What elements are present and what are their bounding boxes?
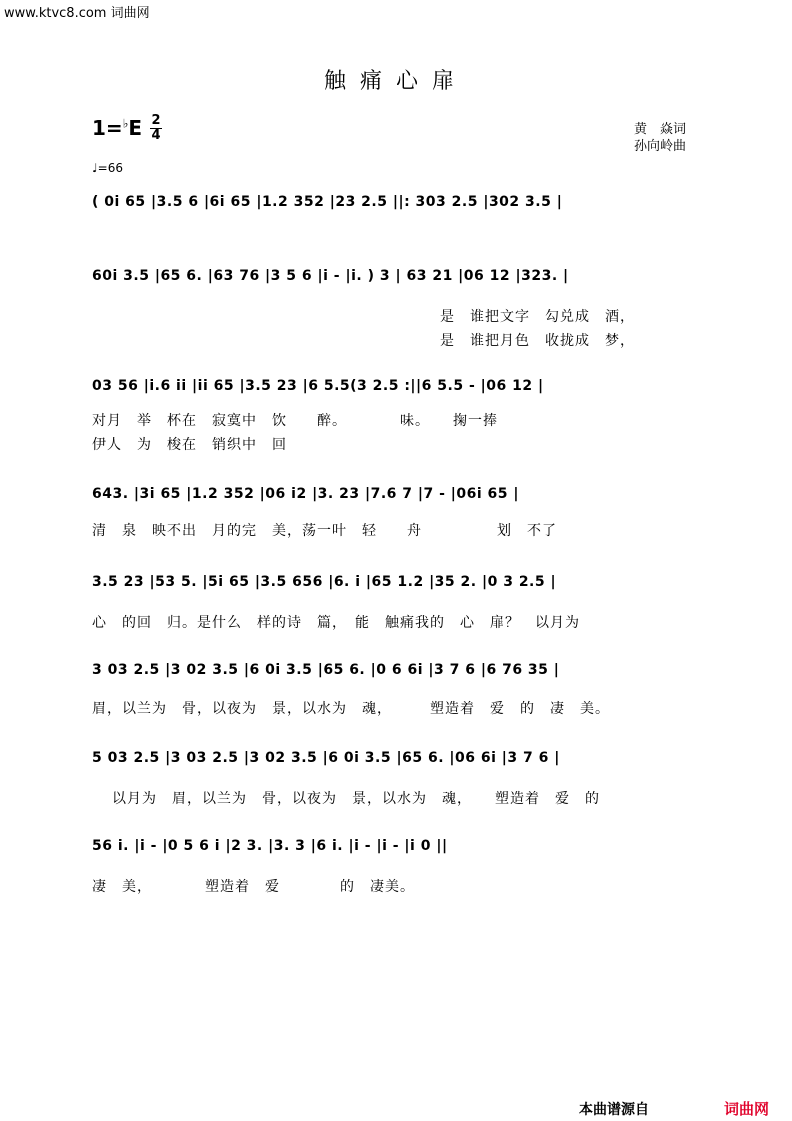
source-label: 本曲谱源自 <box>579 1102 649 1118</box>
lyrics-line-7: 以月为 眉，以兰为 骨，以夜为 景，以水为 魂， 塑造着 爱 的 <box>112 791 600 807</box>
score-line-3 <box>92 378 712 394</box>
time-signature <box>150 114 162 143</box>
score-line-8 <box>92 838 712 854</box>
flat-symbol: ♭ <box>122 116 129 131</box>
score-line-4 <box>92 486 712 502</box>
score-line-2 <box>92 268 712 284</box>
notes-line-1: ( 0i 65 |3.5 6 |6i 65 |1.2 352 |23 2.5 ||: 303 2.5 |302 3.5 | <box>92 194 563 210</box>
key-prefix: 1= <box>92 116 123 140</box>
notes-line-7: 5 03 2.5 |3 03 2.5 |3 02 3.5 |6 0i 3.5 |65 6. |06 6i |3 7 6 | <box>92 750 560 766</box>
lyrics-line-6: 眉，以兰为 骨，以夜为 景，以水为 魂， 塑造着 爱 的 凄 美。 <box>92 701 610 717</box>
score-line-7 <box>92 750 712 766</box>
site-logo[interactable]: 词曲网 <box>724 1100 770 1118</box>
score-line-6 <box>92 662 712 678</box>
notes-line-6: 3 03 2.5 |3 02 3.5 |6 0i 3.5 |65 6. |0 6 6i |3 7 6 |6 76 35 | <box>92 662 560 678</box>
composer-credit: 孙向岭曲 <box>634 139 687 154</box>
notes-line-3: 03 56 |i.6 ii |ii 65 |3.5 23 |6 5.5(3 2.5 :||6 5.5 - |06 12 | <box>92 378 544 394</box>
key-signature <box>92 116 142 140</box>
lyrics-line-3a: 对月 举 杯在 寂寞中 饮 醉。 味。 掬一捧 <box>92 413 498 429</box>
song-title: 触痛心扉 <box>323 69 468 94</box>
lyrics-line-4: 清 泉 映不出 月的完 美，荡一叶 轻 舟 划 不了 <box>92 523 557 539</box>
lyrics-line-8: 凄 美， 塑造着 爱 的 凄美。 <box>92 879 415 895</box>
lyrics-line-2b: 是 谁把月色 收拢成 梦， <box>440 333 635 349</box>
lyricist-credit: 黄 焱词 <box>634 122 687 137</box>
notes-line-2: 60i 3.5 |65 6. |63 76 |3 5 6 |i - |i. ) 3 | 63 21 |06 12 |323. | <box>92 268 569 284</box>
lyrics-line-5: 心 的回 归。是什么 样的诗 篇， 能 触痛我的 心 扉？ 以月为 <box>92 615 580 631</box>
score-line-5 <box>92 574 712 590</box>
notes-line-5: 3.5 23 |53 5. |5i 65 |3.5 656 |6. i |65 1.2 |35 2. |0 3 2.5 | <box>92 574 557 590</box>
score-line-1 <box>92 194 712 210</box>
site-url[interactable]: www.ktvc8.com 词曲网 <box>4 6 150 21</box>
tempo-marking: ♩=66 <box>92 161 123 175</box>
time-sig-top: 2 <box>151 113 161 128</box>
lyrics-line-3b: 伊人 为 梭在 销织中 回 <box>92 437 287 453</box>
time-sig-bottom: 4 <box>151 128 161 143</box>
lyrics-line-2a: 是 谁把文字 勾兑成 酒， <box>440 309 635 325</box>
notes-line-4: 643. |3i 65 |1.2 352 |06 i2 |3. 23 |7.6 7 |7 - |06i 65 | <box>92 486 520 502</box>
notes-line-8: 56 i. |i - |0 5 6 i |2 3. |3. 3 |6 i. |i - |i - |i 0 || <box>92 838 448 854</box>
key-letter: E <box>128 116 143 140</box>
